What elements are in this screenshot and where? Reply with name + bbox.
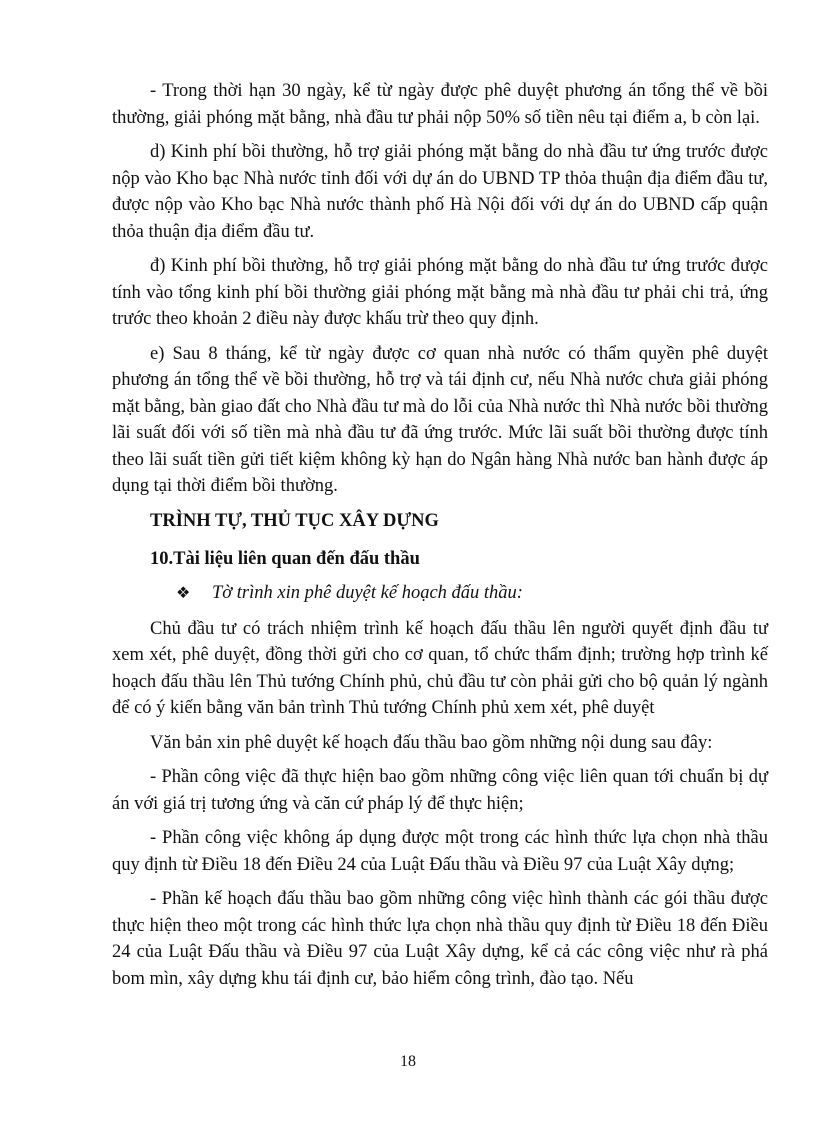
section-heading: TRÌNH TỰ, THỦ TỤC XÂY DỰNG: [150, 510, 439, 531]
page-number: 18: [400, 1053, 416, 1070]
paragraph-completed-work: - Phần công việc đã thực hiện bao gồm những công việc liên quan tới chuẩn bị dự án với giá trị tương ứng và căn cứ pháp lý để thực hiện;: [112, 767, 768, 814]
paragraph-owner-responsibility: Chủ đầu tư có trách nhiệm trình kế hoạch đấu thầu lên người quyết định đầu tư xem xét, phê duyệt, đồng thời gửi cho cơ quan, tổ chức thẩm định; trường hợp trình kế hoạch đấu thầu lên Thủ tướng Chính phủ, chủ đầu tư còn phải gửi cho bộ quản lý ngành để có ý kiến bằng văn bản trình Thủ tướng Chính phủ xem xét, phê duyệt: [112, 618, 768, 718]
paragraph-document-contents: Văn bản xin phê duyệt kế hoạch đấu thầu bao gồm những nội dung sau đây:: [150, 732, 713, 753]
diamond-bullet-icon: ❖: [176, 582, 191, 602]
paragraph-d: d) Kinh phí bồi thường, hỗ trợ giải phóng mặt bằng do nhà đầu tư ứng trước được nộp vào Kho bạc Nhà nước tỉnh đối với dự án do UBND TP thỏa thuận địa điểm đầu tư, được nộp vào Kho bạc Nhà nước thành phố Hà Nội đối với dự án do UBND cấp quận thỏa thuận địa điểm đầu tư.: [112, 142, 768, 242]
paragraph-bidding-plan: - Phần kế hoạch đấu thầu bao gồm những công việc hình thành các gói thầu được thực hiện theo một trong các hình thức lựa chọn nhà thầu quy định từ Điều 18 đến Điều 24 của Luật Đấu thầu và Điều 97 của Luật Xây dựng, kể cả các công việc như rà phá bom mìn, xây dựng khu tái định cư, bảo hiểm công trình, đào tạo. Nếu: [112, 889, 768, 989]
page-content: [112, 78, 768, 1000]
paragraph-e: e) Sau 8 tháng, kể từ ngày được cơ quan nhà nước có thẩm quyền phê duyệt phương án tổng thể về bồi thường, hỗ trợ và tái định cư, nếu Nhà nước chưa giải phóng mặt bằng, bàn giao đất cho Nhà đầu tư mà do lỗi của Nhà nước thì Nhà nước bồi thường lãi suất đối với số tiền mà nhà đầu tư đã ứng trước. Mức lãi suất bồi thường được tính theo lãi suất tiền gửi tiết kiệm không kỳ hạn do Ngân hàng Nhà nước ban hành được áp dụng tại thời điểm bồi thường.: [112, 343, 768, 496]
bullet-text: Tờ trình xin phê duyệt kế hoạch đấu thầu:: [212, 582, 523, 603]
paragraph-deadline-30-days: - Trong thời hạn 30 ngày, kể từ ngày được phê duyệt phương án tổng thể về bồi thường, giải phóng mặt bằng, nhà đầu tư phải nộp 50% số tiền nêu tại điểm a, b còn lại.: [112, 81, 768, 128]
bullet-item: [112, 580, 768, 606]
subsection-heading: 10.Tài liệu liên quan đến đấu thầu: [150, 548, 420, 569]
paragraph-non-applicable-work: - Phần công việc không áp dụng được một trong các hình thức lựa chọn nhà thầu quy định từ Điều 18 đến Điều 24 của Luật Đấu thầu và Điều 97 của Luật Xây dựng;: [112, 828, 768, 875]
paragraph-dd: đ) Kinh phí bồi thường, hỗ trợ giải phóng mặt bằng do nhà đầu tư ứng trước được tính vào tổng kinh phí bồi thường giải phóng mặt bằng mà nhà đầu tư phải chi trả, ứng trước theo khoản 2 điều này được khấu trừ theo quy định.: [112, 256, 768, 329]
